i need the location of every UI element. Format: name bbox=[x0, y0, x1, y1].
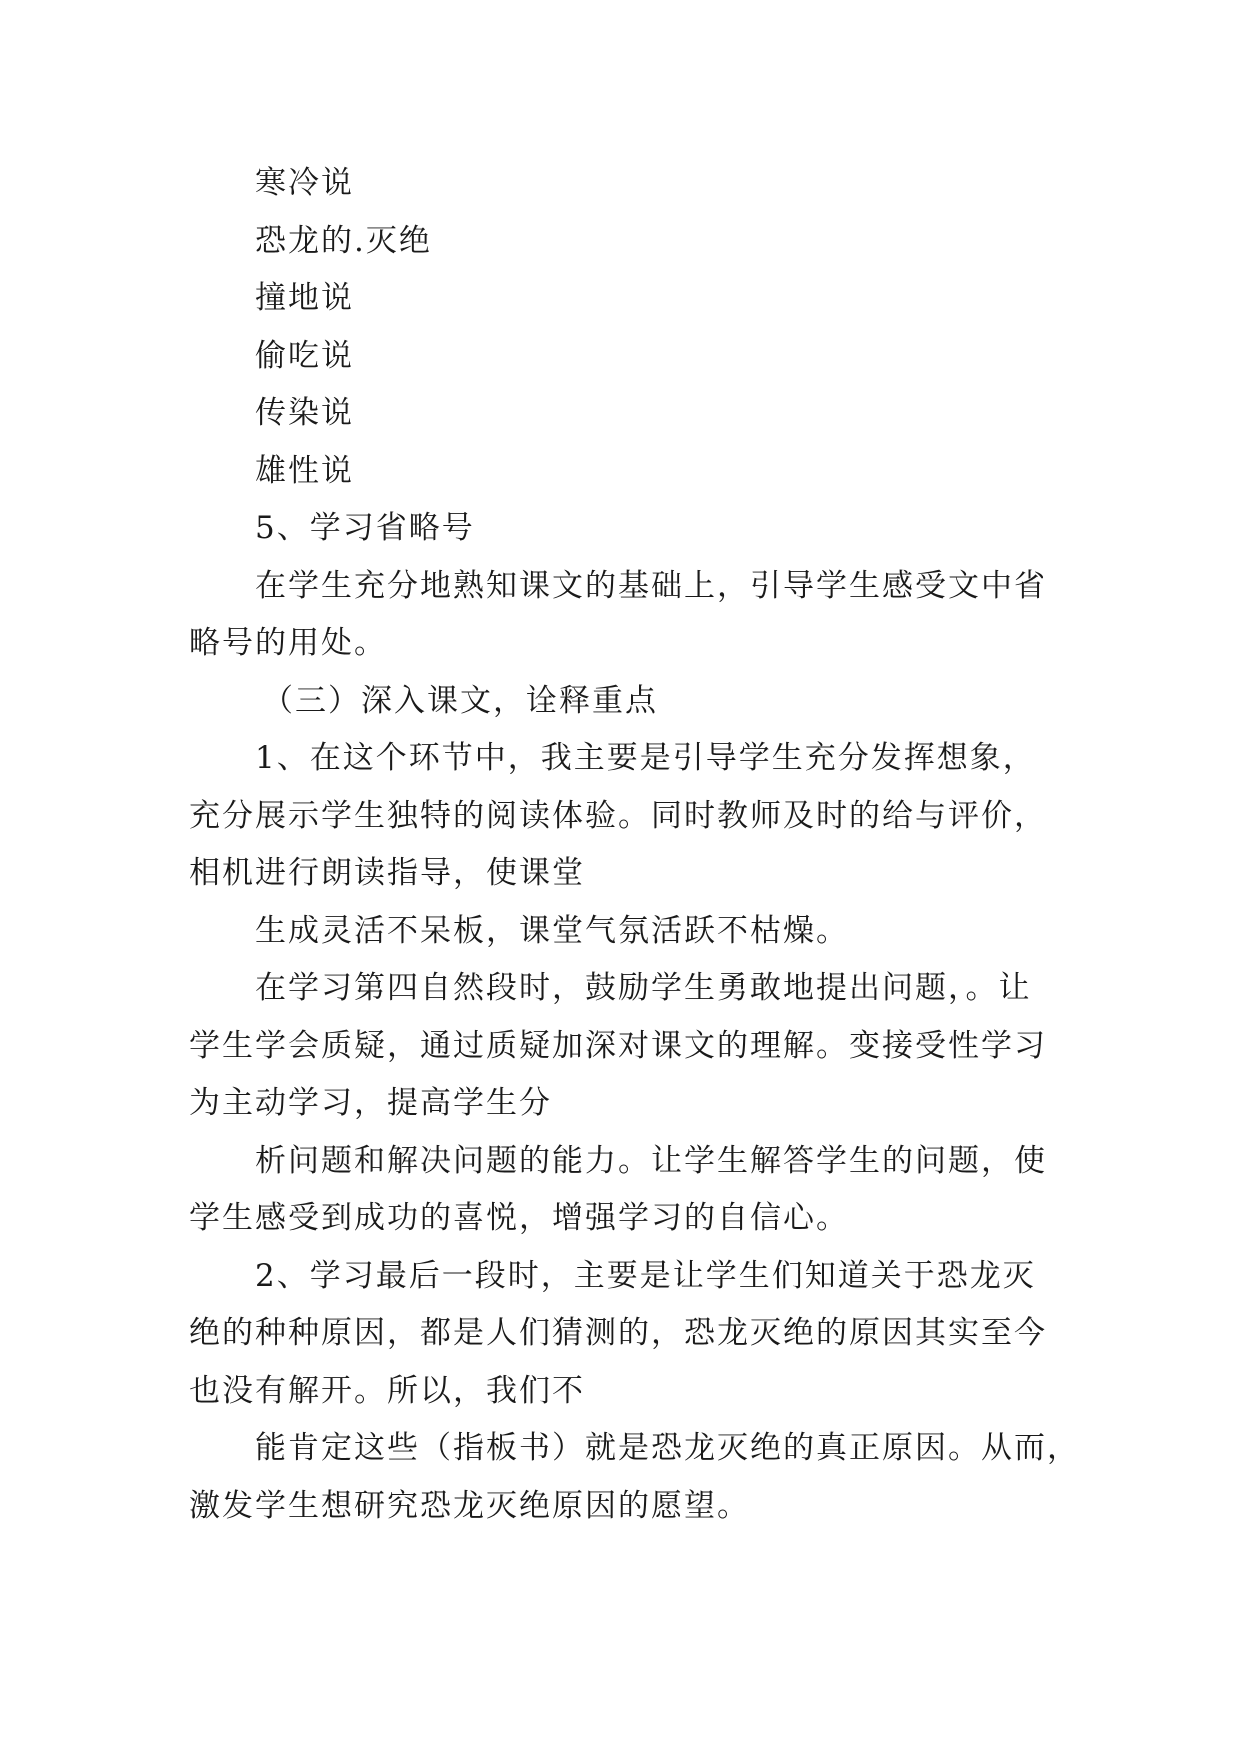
paragraph-line: 生成灵活不呆板，课堂气氛活跃不枯燥。 bbox=[255, 913, 849, 949]
list-item: 撞地说 bbox=[255, 280, 354, 316]
list-item: 传染说 bbox=[255, 395, 354, 431]
paragraph-line: 相机进行朗读指导，使课堂 bbox=[189, 855, 585, 891]
paragraph-line: 2、学习最后一段时，主要是让学生们知道关于恐龙灭 bbox=[255, 1258, 1036, 1294]
section-heading: （三）深入课文，诠释重点 bbox=[262, 683, 658, 719]
paragraph-line: 绝的种种原因，都是人们猜测的，恐龙灭绝的原因其实至今 bbox=[189, 1315, 1047, 1351]
paragraph-line: 1、在这个环节中，我主要是引导学生充分发挥想象， bbox=[255, 740, 1036, 776]
list-item: 恐龙的.灭绝 bbox=[255, 223, 432, 259]
paragraph-line: 也没有解开。所以，我们不 bbox=[189, 1373, 585, 1409]
list-item: 寒冷说 bbox=[255, 165, 354, 201]
paragraph-line: 学生学会质疑，通过质疑加深对课文的理解。变接受性学习 bbox=[189, 1028, 1047, 1064]
paragraph-line: 学生感受到成功的喜悦，增强学习的自信心。 bbox=[189, 1200, 849, 1236]
list-item: 偷吃说 bbox=[255, 338, 354, 374]
list-item: 雄性说 bbox=[255, 453, 354, 489]
paragraph-line: 充分展示学生独特的阅读体验。同时教师及时的给与评价， bbox=[189, 798, 1047, 834]
section-heading: 5、学习省略号 bbox=[255, 510, 475, 546]
paragraph-line: 能肯定这些（指板书）就是恐龙灭绝的真正原因。从而， bbox=[255, 1430, 1080, 1466]
paragraph-line: 在学习第四自然段时，鼓励学生勇敢地提出问题，。让 bbox=[255, 970, 1032, 1006]
paragraph-line: 在学生充分地熟知课文的基础上，引导学生感受文中省 bbox=[255, 568, 1047, 604]
paragraph-line: 为主动学习，提高学生分 bbox=[189, 1085, 552, 1121]
paragraph-line: 析问题和解决问题的能力。让学生解答学生的问题，使 bbox=[255, 1143, 1047, 1179]
paragraph-line: 略号的用处。 bbox=[189, 625, 387, 661]
paragraph-line: 激发学生想研究恐龙灭绝原因的愿望。 bbox=[189, 1488, 750, 1524]
